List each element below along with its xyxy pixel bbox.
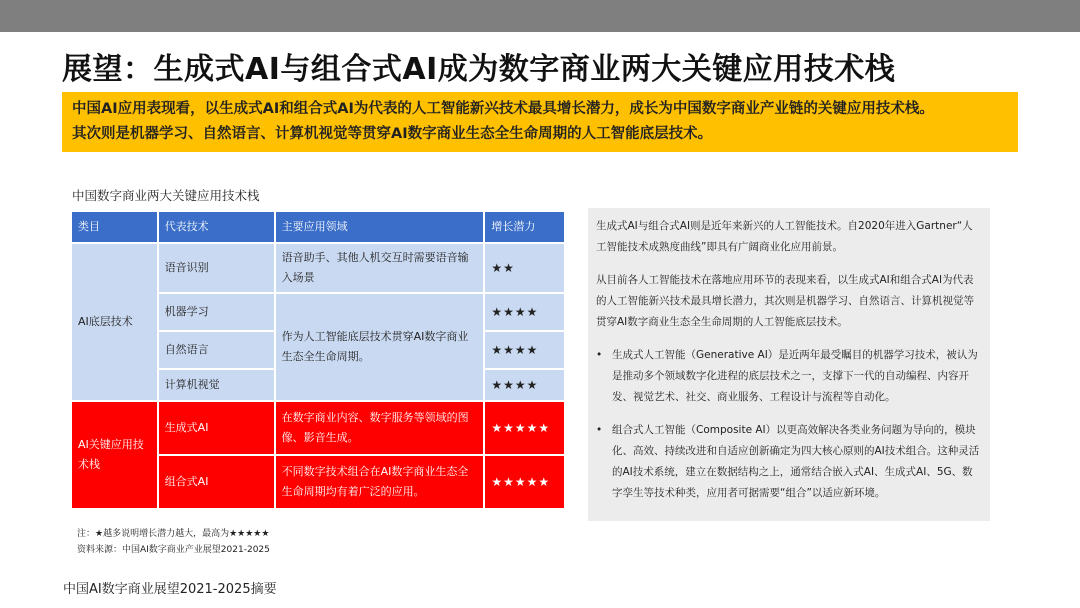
bullet-text: 生成式人工智能（Generative AI）是近两年最受瞩目的机器学习技术，被认为是推动多个领域数字化进程的底层技术之一，支撑下一代的自动编程、内容开发、视觉艺术、社交、商业服务、工程设计与流程等自动化。 <box>612 349 978 403</box>
potential-stars: ★★★★ <box>485 332 564 368</box>
header-category: 类目 <box>72 212 157 242</box>
category-cell-base-ai: AI底层技术 <box>72 244 157 400</box>
tech-cell: 机器学习 <box>159 294 274 330</box>
table-row <box>72 244 564 292</box>
commentary-paragraph-1: 生成式AI与组合式AI则是近年来新兴的人工智能技术。自2020年进入Gartner“人工智能技术成熟度曲线”即具有广阔商业化应用前景。 <box>596 220 973 253</box>
potential-stars: ★★★★★ <box>485 402 564 454</box>
tech-stack-table <box>70 210 566 510</box>
bullet-icon: • <box>596 349 603 361</box>
bullet-text: 组合式人工智能（Composite AI）以更高效解决各类业务问题为导向的，模块化、高效、持续改进和自适应创新确定为四大核心原则的AI技术组合。这种灵活的AI技术系统，建立在数据结构之上，通常结合嵌入式AI、生成式AI、5G、数字孪生等技术种类，应用者可据需要“组合”以适应新环境。 <box>612 424 980 499</box>
potential-stars: ★★ <box>485 244 564 292</box>
commentary-paragraph-2: 从目前各人工智能技术在落地应用环节的表现来看，以生成式AI和组合式AI为代表的人工智能新兴技术最具增长潜力，其次则是机器学习、自然语言、计算机视觉等贯穿AI数字商业生态全生命周期的人工智能底层技术。 <box>596 274 974 328</box>
bullet-icon: • <box>596 424 603 436</box>
list-item <box>596 420 980 504</box>
category-cell-key-ai: AI关键应用技术栈 <box>72 402 157 508</box>
table-caption: 中国数字商业两大关键应用技术栈 <box>72 188 260 203</box>
list-item <box>596 345 980 408</box>
commentary-panel <box>588 208 990 521</box>
tech-cell: 组合式AI <box>159 456 274 508</box>
header-potential: 增长潜力 <box>485 212 564 242</box>
summary-highlight-box <box>62 92 1018 152</box>
tech-cell: 语音识别 <box>159 244 274 292</box>
table-note: 注：★越多说明增长潜力越大，最高为★★★★★ <box>77 529 270 539</box>
footer-label: 中国AI数字商业展望2021-2025摘要 <box>63 582 277 597</box>
top-bar <box>0 0 1080 32</box>
tech-cell: 计算机视觉 <box>159 370 274 400</box>
tech-cell: 生成式AI <box>159 402 274 454</box>
commentary-bullet-list <box>596 345 980 504</box>
table-header-row <box>72 212 564 242</box>
table-source: 资料来源：中国AI数字商业产业展望2021-2025 <box>77 545 270 555</box>
field-cell: 在数字商业内容、数字服务等领域的图像、影音生成。 <box>276 402 484 454</box>
page-title: 展望：生成式AI与组合式AI成为数字商业两大关键应用技术栈 <box>62 52 896 87</box>
field-cell: 语音助手、其他人机交互时需要语音输入场景 <box>276 244 484 292</box>
summary-line-1: 中国AI应用表现看，以生成式AI和组合式AI为代表的人工智能新兴技术最具增长潜力，成长为中国数字商业产业链的关键应用技术栈。 <box>72 101 934 117</box>
header-field: 主要应用领域 <box>276 212 484 242</box>
table-row <box>72 402 564 454</box>
potential-stars: ★★★★ <box>485 370 564 400</box>
potential-stars: ★★★★★ <box>485 456 564 508</box>
tech-cell: 自然语言 <box>159 332 274 368</box>
potential-stars: ★★★★ <box>485 294 564 330</box>
header-tech: 代表技术 <box>159 212 274 242</box>
field-cell-merged: 作为人工智能底层技术贯穿AI数字商业生态全生命周期。 <box>276 294 484 400</box>
summary-line-2: 其次则是机器学习、自然语言、计算机视觉等贯穿AI数字商业生态全生命周期的人工智能底层技术。 <box>72 126 713 142</box>
field-cell: 不同数字技术组合在AI数字商业生态全生命周期均有着广泛的应用。 <box>276 456 484 508</box>
